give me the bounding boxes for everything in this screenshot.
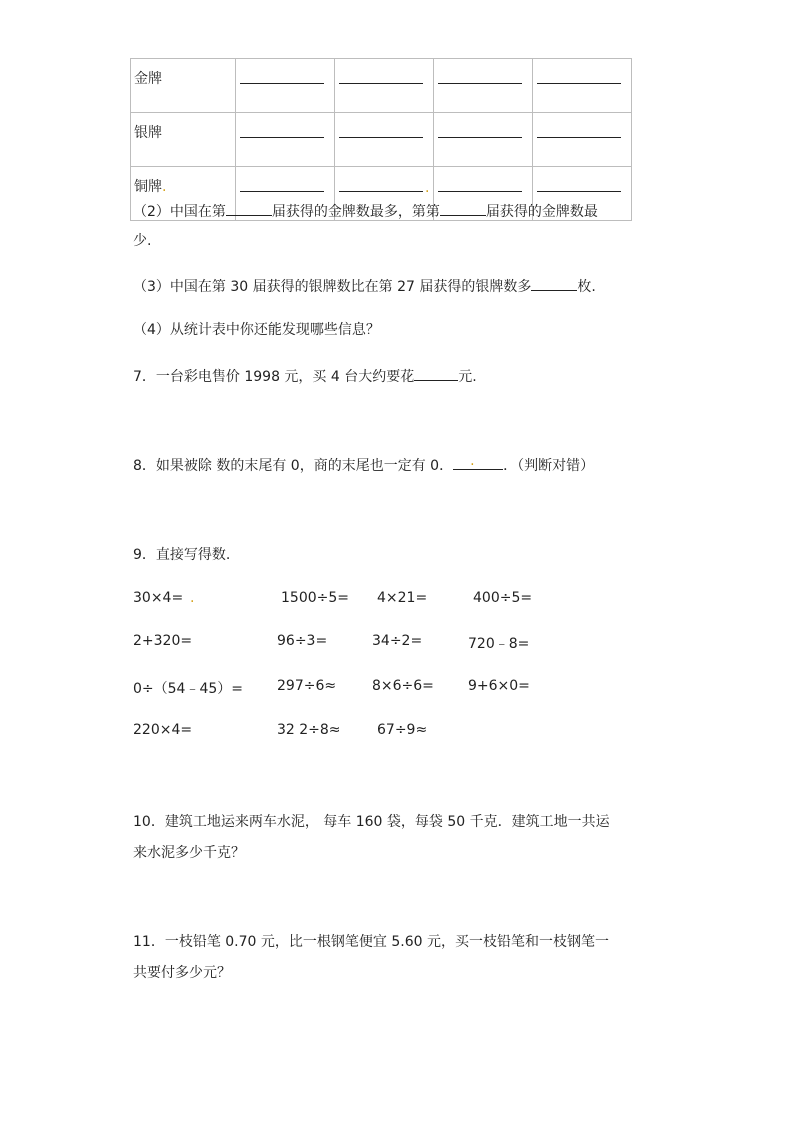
- answer-blank[interactable]: [226, 201, 272, 216]
- question-text: 7．一台彩电售价 1998 元，买 4 台大约要花: [133, 369, 415, 385]
- answer-blank[interactable]: [240, 191, 324, 192]
- math-expression: 96÷3=: [277, 633, 328, 649]
- math-expression: 67÷9≈: [377, 722, 428, 738]
- math-expression: 1500÷5=: [281, 590, 349, 606]
- math-expression: 34÷2=: [372, 633, 423, 649]
- table-cell: [335, 113, 434, 167]
- row-label-bronze: 铜牌.: [131, 167, 236, 221]
- answer-blank[interactable]: [339, 83, 423, 84]
- question-text: ．（判断对错）: [503, 458, 595, 474]
- answer-blank[interactable]: [438, 137, 522, 138]
- answer-blank[interactable]: [537, 191, 621, 192]
- question-8: [133, 455, 594, 475]
- math-expression: 297÷6≈: [277, 678, 337, 694]
- question-11-line1: 11．一枝铅笔 0.70 元，比一根钢笔便宜 5.60 元，买一枝铅笔和一枝钢笔一: [133, 934, 609, 950]
- question-2-line2: 少.: [133, 233, 152, 249]
- answer-blank[interactable]: [438, 83, 522, 84]
- table-cell: [434, 113, 533, 167]
- question-9-title: 9．直接写得数.: [133, 547, 231, 563]
- dot-mark: .: [162, 179, 167, 195]
- question-text: 元.: [458, 369, 477, 385]
- question-7: [133, 366, 477, 386]
- math-expression: 32 2÷8≈: [277, 722, 341, 738]
- question-text: 8．如果被除 数的末尾有 0，商的末尾也一定有 0．: [133, 458, 454, 474]
- dot-mark: .: [425, 180, 430, 196]
- question-3: [133, 276, 596, 296]
- question-10-line2: 来水泥多少千克？: [133, 845, 245, 861]
- math-expression: 720﹣8=: [468, 636, 530, 652]
- table-cell: [533, 59, 632, 113]
- question-text: 届获得的金牌数最多，第第: [271, 204, 440, 220]
- answer-blank[interactable]: [440, 201, 486, 216]
- question-10-line1: 10．建筑工地运来两车水泥， 每车 160 袋，每袋 50 千克．建筑工地一共运: [133, 814, 610, 830]
- table-row: [131, 113, 632, 167]
- answer-blank[interactable]: [339, 137, 423, 138]
- table-row: [131, 59, 632, 113]
- math-expression: 4×21=: [377, 590, 428, 606]
- math-expression: 400÷5=: [473, 590, 533, 606]
- table-cell: [335, 59, 434, 113]
- dot-mark: .: [470, 453, 475, 469]
- question-text: （3）中国在第 30 届获得的银牌数比在第 27 届获得的银牌数多: [133, 279, 532, 295]
- table-cell: [236, 113, 335, 167]
- answer-blank[interactable]: [414, 366, 458, 381]
- question-11-line2: 共要付多少元？: [133, 965, 231, 981]
- answer-blank[interactable]: [531, 276, 577, 291]
- math-expression: 0÷（54﹣45）=: [133, 681, 243, 697]
- answer-blank[interactable]: [537, 83, 621, 84]
- question-2-line1: [133, 201, 598, 221]
- answer-blank[interactable]: [339, 191, 423, 192]
- row-label-silver: 银牌: [131, 113, 236, 167]
- math-expression: 220×4=: [133, 722, 193, 738]
- question-text: 枚.: [577, 279, 596, 295]
- math-expression: 8×6÷6=: [372, 678, 434, 694]
- answer-blank[interactable]: [438, 191, 522, 192]
- question-4: （4）从统计表中你还能发现哪些信息？: [133, 322, 380, 338]
- medal-table: [130, 58, 632, 221]
- answer-blank[interactable]: [240, 137, 324, 138]
- table-cell: [236, 59, 335, 113]
- question-text: （2）中国在第: [133, 204, 226, 220]
- answer-blank[interactable]: [537, 137, 621, 138]
- row-label-gold: 金牌: [131, 59, 236, 113]
- math-expression: 9+6×0=: [468, 678, 530, 694]
- dot-mark: .: [190, 590, 195, 606]
- table-cell: [533, 113, 632, 167]
- table-cell: [434, 59, 533, 113]
- answer-blank[interactable]: [240, 83, 324, 84]
- answer-blank[interactable]: [453, 455, 503, 470]
- question-text: 届获得的金牌数最: [485, 204, 598, 220]
- math-expression: 2+320=: [133, 633, 193, 649]
- math-expression: 30×4=: [133, 590, 184, 606]
